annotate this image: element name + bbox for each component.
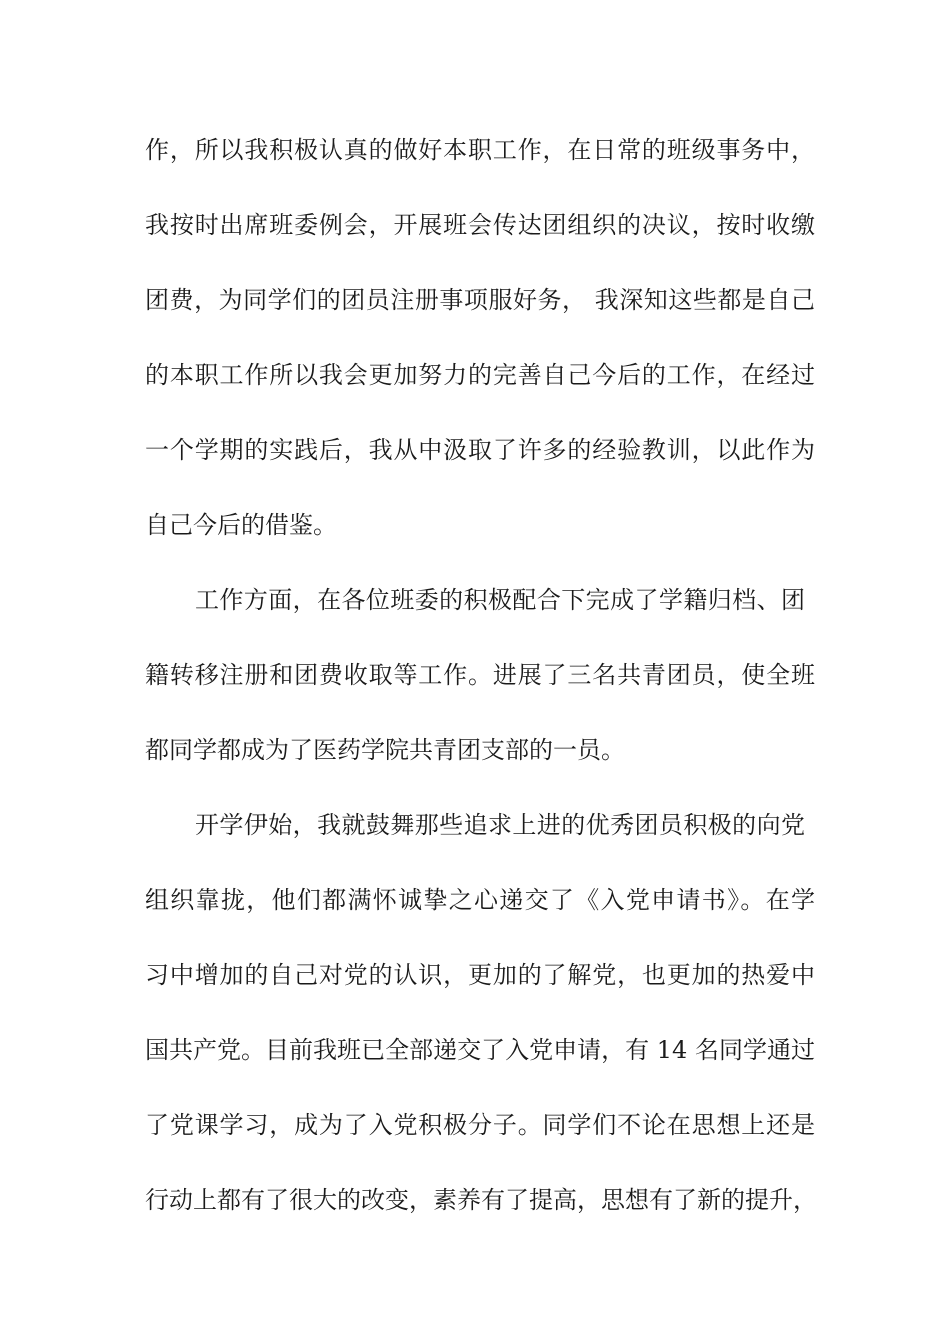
text-line: 行动上都有了很大的改变，素养有了提高，思想有了新的提升， [145,1186,817,1214]
text-line: 习中增加的自己对党的认识，更加的了解党，也更加的热爱中 [145,961,815,989]
text-line: 团费，为同学们的团员注册事项服好务， 我深知这些都是自己 [145,286,815,314]
text-line: 国共产党。目前我班已全部递交了入党申请，有 14 名同学通过 [145,1036,815,1064]
text-line: 籍转移注册和团费收取等工作。进展了三名共青团员，使全班 [145,661,815,689]
text-line: 的本职工作所以我会更加努力的完善自己今后的工作，在经过 [145,361,815,389]
text-line: 我按时出席班委例会，开展班会传达团组织的决议，按时收缴 [145,211,815,239]
text-line: 开学伊始，我就鼓舞那些追求上进的优秀团员积极的向党 [195,811,805,839]
text-line: 工作方面，在各位班委的积极配合下完成了学籍归档、团 [195,586,805,614]
text-line: 作，所以我积极认真的做好本职工作，在日常的班级事务中， [145,136,815,164]
text-line: 组织靠拢，他们都满怀诚挚之心递交了《入党申请书》。在学 [145,886,815,914]
text-line: 了党课学习，成为了入党积极分子。同学们不论在思想上还是 [145,1111,815,1139]
text-line: 一个学期的实践后，我从中汲取了许多的经验教训，以此作为 [145,436,815,464]
text-line: 都同学都成为了医药学院共青团支部的一员。 [145,736,625,764]
text-line: 自己今后的借鉴。 [145,511,337,539]
